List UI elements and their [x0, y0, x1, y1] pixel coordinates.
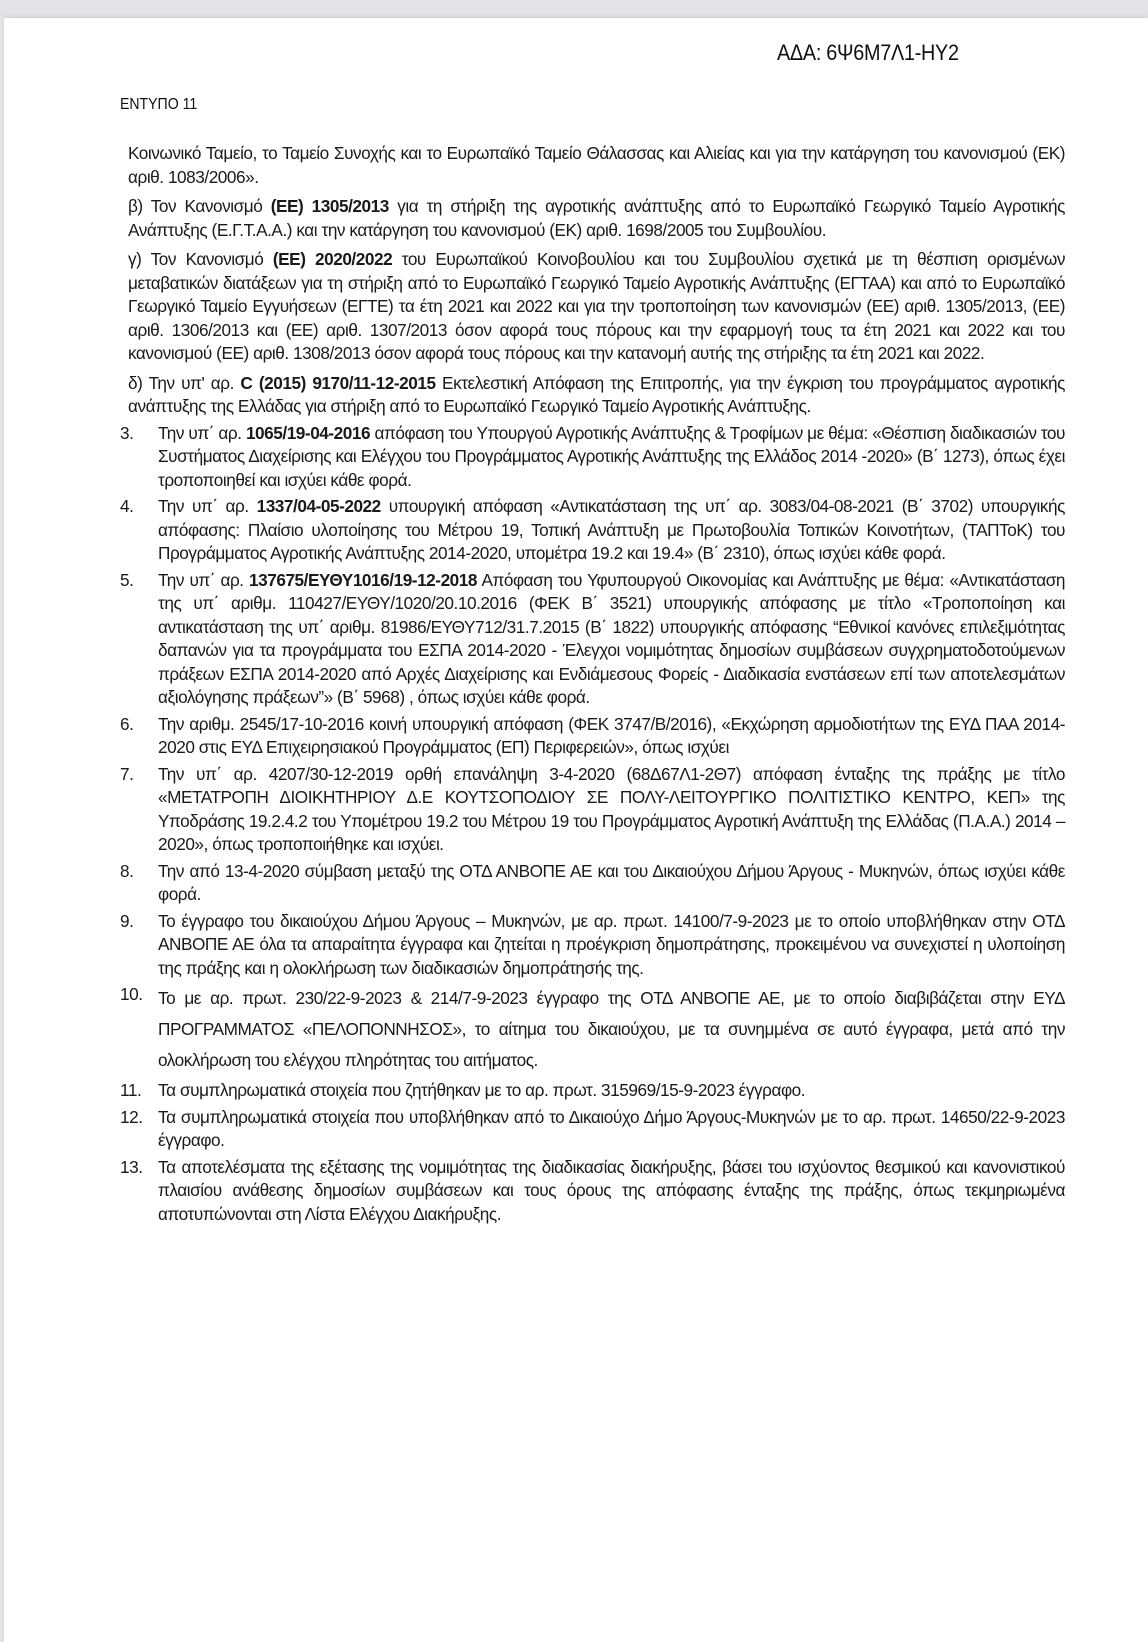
sub-item-d: [120, 372, 1065, 419]
sub-item-text: Εκτελεστική Απόφαση της Επιτροπής, για την έγκριση του προγράμματος αγροτικής ανάπτυξης της Ελλάδας για στήριξη από το Ευρωπαϊκό Γεωργικό Ταμείο Αγροτικής Ανάπτυξης.: [128, 372, 1065, 416]
list-text: Την αριθμ. 2545/17-10-2016 κοινή υπουργική απόφαση (ΦΕΚ 3747/Β/2016), «Εκχώρηση αρμοδιοτήτων της ΕΥΔ ΠΑΑ 2014-2020 στις ΕΥΔ Επιχειρησιακού Προγράμματος (ΕΠ) Περιφερειών», όπως ισχύει: [158, 713, 1065, 757]
item-prefix: Την υπ΄ αρ.: [158, 496, 257, 516]
list-item-11: [120, 1079, 1065, 1103]
item-prefix: Την υπ΄ αρ.: [158, 569, 250, 590]
item-prefix: Την υπ΄ αρ.: [158, 422, 246, 443]
form-label: ΕΝΤΥΠΟ 11: [120, 96, 198, 113]
sub-item-reference: (ΕΕ) 2020/2022: [272, 249, 393, 269]
list-item-10: [120, 983, 1065, 1076]
list-text: [158, 569, 1065, 710]
continuation-paragraph: Κοινωνικό Ταμείο, το Ταμείο Συνοχής και το Ευρωπαϊκό Ταμείο Θάλασσας και Αλιείας και για την κατάργηση του κανονισμού (ΕΚ) αριθ. 1083/2006».: [128, 143, 1065, 187]
sub-item-prefix: δ) Την υπ' αρ.: [128, 372, 241, 393]
list-number: 13.: [120, 1156, 143, 1177]
ada-code: ΑΔΑ: 6Ψ6Μ7Λ1-ΗΥ2: [777, 40, 959, 65]
list-item-12: [120, 1106, 1065, 1153]
list-number: 7.: [120, 763, 134, 784]
sub-item-reference: (ΕΕ) 1305/2013: [270, 196, 389, 216]
list-item-5: [120, 569, 1065, 710]
list-number: 12.: [120, 1106, 143, 1127]
list-number: 6.: [120, 713, 134, 734]
list-text: Το έγγραφο του δικαιούχου Δήμου Άργους – Μυκηνών, με αρ. πρωτ. 14100/7-9-2023 με το οποίο υποβλήθηκαν στην ΟΤΔ ΑΝΒΟΠΕ ΑΕ όλα τα απαραίτητα έγγραφα και ζητείται η προέγκριση δημοπράτησης, προκειμένου να συνεχιστεί η υλοποίηση της πράξης και η ολοκλήρωση των διαδικασιών δημοπράτησής της.: [158, 910, 1065, 978]
sub-item-prefix: β) Τον Κανονισμό: [128, 196, 271, 216]
list-number: 8.: [120, 860, 134, 881]
list-item-9: [120, 910, 1065, 981]
list-number: 9.: [120, 910, 134, 931]
item-rest: υπουργική απόφαση «Αντικατάσταση της υπ΄ αρ. 3083/04-08-2021 (Β΄ 3702) υπουργικής απόφασης: Πλαίσιο υλοποίησης του Μέτρου 19, Τοπική Ανάπτυξη με Πρωτοβουλία Τοπικών Κοινοτήτων, (ΤΑΠΤοΚ) του Προγράμματος Αγροτικής Ανάπτυξης 2014-2020, υπομέτρα 19.2 και 19.4» (Β΄ 2310), όπως ισχύει κάθε φορά.: [158, 496, 1065, 563]
document-page: [4, 18, 1148, 1642]
list-text: Την από 13-4-2020 σύμβαση μεταξύ της ΟΤΔ ΑΝΒΟΠΕ ΑΕ και του Δικαιούχου Δήμου Άργους - Μυκηνών, όπως ισχύει κάθε φορά.: [158, 860, 1065, 904]
list-item-13: [120, 1156, 1065, 1227]
list-number: 11.: [120, 1080, 142, 1100]
list-text: Τα αποτελέσματα της εξέτασης της νομιμότητας της διαδικασίας διακήρυξης, βάσει του ισχύοντος θεσμικού και κανονιστικού πλαισίου ανάθεσης δημοσίων συμβάσεων και τους όρους της απόφασης ένταξης της πράξης, όπως τεκμηριωμένα αποτυπώνονται στη Λίστα Ελέγχου Διακήρυξης.: [158, 1156, 1065, 1224]
list-number: 4.: [120, 496, 134, 516]
item-rest: απόφαση του Υπουργού Αγροτικής Ανάπτυξης & Τροφίμων με θέμα: «Θέσπιση διαδικασιών του Συστήματος Διαχείρισης και Ελέγχου του Προγράμματος Αγροτικής Ανάπτυξης της Ελλάδος 2014 -2020» (Β΄ 1273), όπως έχει τροποποιηθεί και ισχύει κάθε φορά.: [158, 422, 1065, 490]
list-text: Τα συμπληρωματικά στοιχεία που υποβλήθηκαν από το Δικαιούχο Δήμο Άργους-Μυκηνών με το αρ. πρωτ. 14650/22-9-2023 έγγραφο.: [158, 1106, 1065, 1150]
list-item-6: [120, 713, 1065, 760]
list-item-7: [120, 763, 1065, 857]
sub-item-c: [120, 248, 1065, 366]
list-text: Το με αρ. πρωτ. 230/22-9-2023 & 214/7-9-2023 έγγραφο της ΟΤΔ ΑΝΒΟΠΕ ΑΕ, με το οποίο διαβιβάζεται στην ΕΥΔ ΠΡΟΓΡΑΜΜΑΤΟΣ «ΠΕΛΟΠΟΝΝΗΣΟΣ», το αίτημα του δικαιούχου, με τα συνημμένα σε αυτό έγγραφα, μετά από την ολοκλήρωση του ελέγχου πληρότητας του αιτήματος.: [158, 988, 1065, 1070]
list-item-8: [120, 860, 1065, 907]
list-item-4: [120, 495, 1065, 566]
list-number: 3.: [120, 422, 134, 443]
sub-item-prefix: γ) Τον Κανονισμό: [128, 249, 273, 269]
item-reference: 1065/19-04-2016: [245, 422, 371, 443]
list-text: Τα συμπληρωματικά στοιχεία που ζητήθηκαν με το αρ. πρωτ. 315969/15-9-2023 έγγραφο.: [158, 1080, 806, 1100]
list-item-3: [120, 422, 1065, 493]
item-rest: Απόφαση του Υφυπουργού Οικονομίας και Ανάπτυξης με θέμα: «Αντικατάσταση της υπ΄ αριθμ. 110427/ΕΥΘΥ/1020/20.10.2016 (ΦΕΚ Β΄ 3521) υπουργικής απόφασης με τίτλο «Τροποποίηση και αντικατάσταση της υπ΄ αριθμ. 81986/ΕΥΘΥ712/31.7.2015 (Β΄ 1822) υπουργικής απόφασης “Εθνικοί κανόνες επιλεξιμότητας δαπανών για τα προγράμματα του ΕΣΠΑ 2014-2020 - Έλεγχοι νομιμότητας δημοσίων συμβάσεων συγχρηματοδοτούμενων πράξεων ΕΣΠΑ 2014-2020 από Αρχές Διαχείρισης και Ενδιάμεσους Φορείς - Διαδικασία ενστάσεων επί των αποτελεσμάτων αξιολόγησης πράξεων”» (Β΄ 5968) , όπως ισχύει κάθε φορά.: [158, 569, 1066, 707]
list-number: 5.: [120, 569, 134, 590]
list-number: 10.: [120, 984, 143, 1004]
list-text: [158, 495, 1065, 566]
sub-item-b: [120, 195, 1065, 242]
item-reference: 1337/04-05-2022: [256, 496, 381, 516]
document-body: [120, 142, 1065, 1226]
sub-item-text: του Ευρωπαϊκού Κοινοβουλίου και του Συμβουλίου σχετικά με τη θέσπιση ορισμένων μεταβατικών διατάξεων για τη στήριξη από το Ευρωπαϊκό Γεωργικό Ταμείο Αγροτικής Ανάπτυξης (ΕΓΤΑΑ) και από το Ευρωπαϊκό Γεωργικό Ταμείο Εγγυήσεων (ΕΓΤΕ) τα έτη 2021 και 2022 και για την τροποποίηση των κανονισμών (ΕΕ) αριθ. 1305/2013, (ΕΕ) αριθ. 1306/2013 και (ΕΕ) αριθ. 1307/2013 όσον αφορά τους πόρους και την εφαρμογή τους τα έτη 2021 και 2022 και του κανονισμού (ΕΕ) αριθ. 1308/2013 όσον αφορά τους πόρους και την κατανομή αυτής της στήριξης τα έτη 2021 και 2022.: [128, 249, 1065, 363]
list-text: [158, 422, 1065, 493]
sub-item-text: για τη στήριξη της αγροτικής ανάπτυξης από το Ευρωπαϊκό Γεωργικό Ταμείο Αγροτικής Ανάπτυξης (Ε.Γ.Τ.Α.Α.) και την κατάργηση του κανονισμού (ΕΚ) αριθ. 1698/2005 του Συμβουλίου.: [128, 196, 1065, 240]
item-reference: 137675/ΕΥΘΥ1016/19-12-2018: [249, 569, 477, 590]
sub-item-reference: C (2015) 9170/11-12-2015: [240, 372, 436, 393]
list-text: Την υπ΄ αρ. 4207/30-12-2019 ορθή επανάληψη 3-4-2020 (68Δ67Λ1-2Θ7) απόφαση ένταξης της πράξης με τίτλο «ΜΕΤΑΤΡΟΠΗ ΔΙΟΙΚΗΤΗΡΙΟΥ Δ.Ε ΚΟΥΤΣΟΠΟΔΙΟΥ ΣΕ ΠΟΛΥ-ΛΕΙΤΟΥΡΓΙΚΟ ΠΟΛΙΤΙΣΤΙΚΟ ΚΕΝΤΡΟ, ΚΕΠ» της Υποδράσης 19.2.4.2 του Υπομέτρου 19.2 του Μέτρου 19 του Προγράμματος Αγροτική Ανάπτυξη της Ελλάδας (Π.Α.Α.) 2014 –2020», όπως τροποποιήθηκε και ισχύει.: [158, 763, 1065, 854]
